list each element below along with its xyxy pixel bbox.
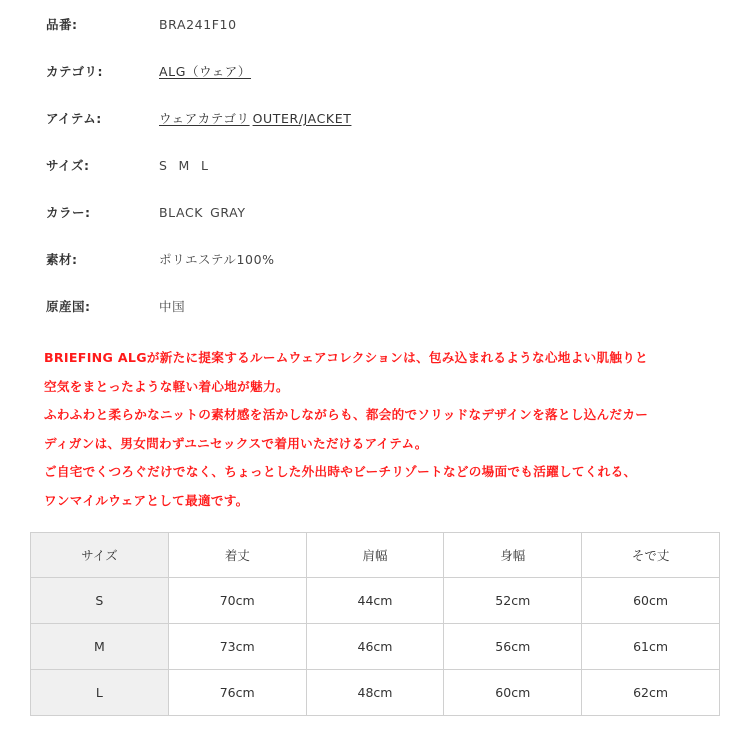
- size-option: M: [178, 158, 190, 173]
- table-cell: 70cm: [168, 578, 306, 624]
- description-line: ふわふわと柔らかなニットの素材感を活かしながらも、都会的でソリッドなデザインを落とし込んだカー: [44, 407, 649, 423]
- spec-row-material: [46, 249, 726, 296]
- spec-row-origin: [46, 296, 726, 343]
- table-cell: 60cm: [582, 578, 720, 624]
- table-cell: 73cm: [168, 624, 306, 670]
- spec-row-product-no: [46, 14, 726, 61]
- table-row: [31, 624, 720, 670]
- table-cell: 46cm: [306, 624, 444, 670]
- spec-label: カラー:: [46, 205, 91, 220]
- table-cell: S: [31, 578, 169, 624]
- wear-category-link[interactable]: ウェアカテゴリ: [159, 111, 250, 126]
- spec-label: 原産国:: [46, 299, 91, 314]
- spec-row-sizes: [46, 155, 726, 202]
- color-option: GRAY: [210, 205, 246, 220]
- product-spec-list: [46, 14, 726, 343]
- column-header: サイズ: [31, 533, 169, 578]
- spec-row-colors: [46, 202, 726, 249]
- table-cell: L: [31, 670, 169, 716]
- size-option: S: [159, 158, 168, 173]
- table-cell: 44cm: [306, 578, 444, 624]
- table-cell: 52cm: [444, 578, 582, 624]
- table-header-row: [31, 533, 720, 578]
- column-header: 身幅: [444, 533, 582, 578]
- column-header: 着丈: [168, 533, 306, 578]
- table-cell: 76cm: [168, 670, 306, 716]
- description-line: ワンマイルウェアとして最適です。: [44, 492, 249, 508]
- outer-jacket-link[interactable]: OUTER/JACKET: [252, 111, 352, 126]
- spec-row-item: [46, 108, 726, 155]
- spec-label: サイズ:: [46, 158, 90, 173]
- column-header: そで丈: [582, 533, 720, 578]
- description-line: ディガンは、男女問わずユニセックスで着用いただけるアイテム。: [44, 435, 428, 451]
- category-link[interactable]: ALG（ウェア）: [159, 64, 252, 79]
- product-number: BRA241F10: [159, 17, 237, 32]
- description-line: 空気をまとったような軽い着心地が魅力。: [44, 378, 289, 394]
- material-value: ポリエステル100%: [159, 252, 275, 267]
- table-cell: 48cm: [306, 670, 444, 716]
- table-cell: M: [31, 624, 169, 670]
- description-line: BRIEFING ALGが新たに提案するルームウェアコレクションは、包み込まれるような心地よい肌触りと: [44, 350, 649, 365]
- size-table: [30, 532, 720, 716]
- spec-label: アイテム:: [46, 111, 102, 126]
- description-line: ご自宅でくつろぐだけでなく、ちょっとした外出時やビーチリゾートなどの場面でも活躍してくれる、: [44, 464, 637, 480]
- spec-label: 素材:: [46, 252, 78, 267]
- color-option: BLACK: [159, 205, 204, 220]
- spec-label: カテゴリ:: [46, 64, 103, 79]
- table-cell: 60cm: [444, 670, 582, 716]
- spec-label: 品番:: [46, 17, 78, 32]
- table-cell: 61cm: [582, 624, 720, 670]
- size-option: L: [200, 158, 209, 173]
- spec-row-category: [46, 61, 726, 108]
- table-cell: 56cm: [444, 624, 582, 670]
- table-row: [31, 578, 720, 624]
- product-description: [44, 344, 724, 516]
- column-header: 肩幅: [306, 533, 444, 578]
- table-row: [31, 670, 720, 716]
- table-cell: 62cm: [582, 670, 720, 716]
- origin-value: 中国: [159, 299, 186, 314]
